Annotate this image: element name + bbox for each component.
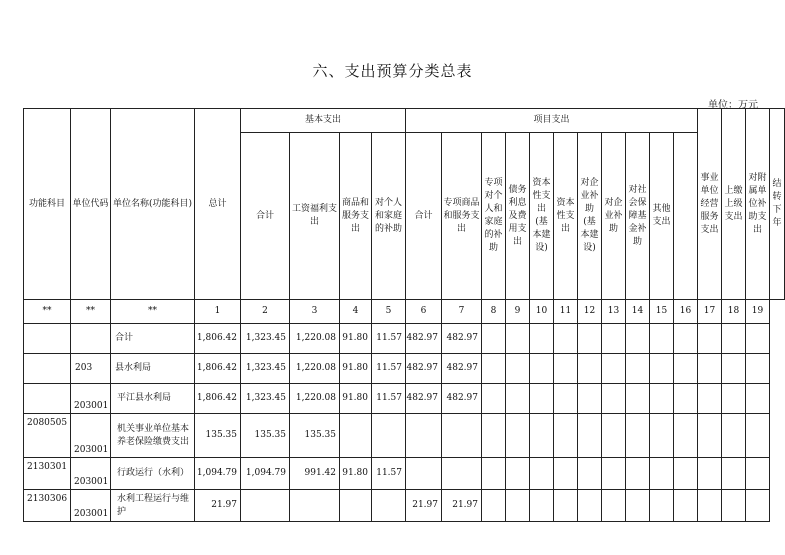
total-cell: 21.97	[195, 490, 241, 522]
empty-cell	[602, 414, 626, 458]
empty-cell	[722, 458, 746, 490]
goods-cell: 91.80	[340, 324, 372, 354]
header-project: 项目支出	[406, 109, 698, 133]
index-cell: 3	[290, 300, 340, 324]
unit-label: 单位：万元	[708, 100, 758, 111]
empty-cell	[506, 384, 530, 414]
goods-cell	[340, 490, 372, 522]
proj-goods-cell	[442, 458, 482, 490]
func-code-cell: 2080505	[24, 414, 71, 458]
personal-cell	[372, 414, 406, 458]
index-cell: 7	[442, 300, 482, 324]
index-row	[24, 300, 785, 324]
empty-cell	[482, 324, 506, 354]
empty-cell	[530, 384, 554, 414]
unit-code-cell: 203	[71, 354, 111, 384]
empty-cell	[530, 354, 554, 384]
unit-code-cell: 203001	[71, 414, 111, 458]
unit-name-cell: 水利工程运行与维护	[111, 490, 195, 522]
basic-total-cell: 1,323.45	[241, 384, 290, 414]
empty-cell	[602, 458, 626, 490]
proj-total-cell: 482.97	[406, 354, 442, 384]
budget-table	[23, 108, 785, 522]
index-cell: 19	[746, 300, 770, 324]
header-other: 其他支出	[650, 133, 674, 300]
empty-cell	[650, 384, 674, 414]
empty-cell	[554, 490, 578, 522]
header-salary: 工资福利支出	[290, 133, 340, 300]
basic-total-cell	[241, 490, 290, 522]
func-code-cell	[24, 354, 71, 384]
empty-cell	[578, 384, 602, 414]
empty-cell	[626, 354, 650, 384]
empty-cell	[650, 354, 674, 384]
empty-cell	[722, 384, 746, 414]
header-proj-total: 合计	[406, 133, 442, 300]
empty-cell	[746, 414, 770, 458]
header-enterprise: 对企业补助	[602, 133, 626, 300]
proj-total-cell: 21.97	[406, 490, 442, 522]
proj-total-cell: 482.97	[406, 384, 442, 414]
goods-cell: 91.80	[340, 354, 372, 384]
personal-cell: 11.57	[372, 384, 406, 414]
index-cell: 15	[650, 300, 674, 324]
index-cell: 10	[530, 300, 554, 324]
basic-total-cell: 1,323.45	[241, 324, 290, 354]
empty-cell	[626, 414, 650, 458]
empty-cell	[626, 490, 650, 522]
empty-cell	[602, 490, 626, 522]
empty-cell	[554, 414, 578, 458]
empty-cell	[746, 458, 770, 490]
func-code-cell	[24, 384, 71, 414]
empty-cell	[746, 324, 770, 354]
header-affiliated: 对附属单位补助支出	[746, 109, 770, 300]
header-personal: 对个人和家庭的补助	[372, 133, 406, 300]
unit-name-cell: 平江县水利局	[111, 384, 195, 414]
empty-cell	[482, 354, 506, 384]
index-cell: 17	[698, 300, 722, 324]
empty-cell	[626, 324, 650, 354]
empty-cell	[698, 354, 722, 384]
empty-cell	[506, 490, 530, 522]
basic-total-cell: 135.35	[241, 414, 290, 458]
empty-cell	[626, 384, 650, 414]
goods-cell	[340, 414, 372, 458]
empty-cell	[746, 354, 770, 384]
empty-cell	[578, 490, 602, 522]
proj-total-cell: 482.97	[406, 324, 442, 354]
empty-cell	[674, 354, 698, 384]
header-enterprise-basic: 对企业补助(基本建设)	[578, 133, 602, 300]
empty-cell	[722, 354, 746, 384]
table-row	[24, 490, 785, 522]
personal-cell: 11.57	[372, 324, 406, 354]
empty-cell	[602, 384, 626, 414]
unit-name-cell: 县水利局	[111, 354, 195, 384]
index-cell: 9	[506, 300, 530, 324]
table-row	[24, 384, 785, 414]
header-func: 功能科目	[24, 109, 71, 300]
empty-cell	[506, 414, 530, 458]
unit-code-cell: 203001	[71, 458, 111, 490]
total-cell: 1,094.79	[195, 458, 241, 490]
basic-total-cell: 1,323.45	[241, 354, 290, 384]
empty-cell	[674, 490, 698, 522]
header-proj-goods: 专项商品和服务支出	[442, 133, 482, 300]
index-cell: 2	[241, 300, 290, 324]
empty-cell	[674, 414, 698, 458]
header-proj-personal: 专项对个人和家庭的补助	[482, 133, 506, 300]
empty-cell	[578, 458, 602, 490]
personal-cell: 11.57	[372, 354, 406, 384]
index-cell: **	[71, 300, 111, 324]
goods-cell: 91.80	[340, 458, 372, 490]
proj-goods-cell: 482.97	[442, 324, 482, 354]
index-cell: **	[24, 300, 71, 324]
proj-goods-cell	[442, 414, 482, 458]
empty-cell	[746, 384, 770, 414]
personal-cell: 11.57	[372, 458, 406, 490]
header-capital: 资本性支出	[554, 133, 578, 300]
index-cell: 14	[626, 300, 650, 324]
empty-cell	[722, 414, 746, 458]
unit-code-cell: 203001	[71, 384, 111, 414]
empty-cell	[482, 490, 506, 522]
unit-name-cell: 合计	[111, 324, 195, 354]
empty-cell	[602, 324, 626, 354]
header-social: 对社会保障基金补助	[626, 133, 650, 300]
salary-cell: 991.42	[290, 458, 340, 490]
header-unit-code: 单位代码	[71, 109, 111, 300]
empty-cell	[698, 458, 722, 490]
total-cell: 1,806.42	[195, 384, 241, 414]
index-cell: 11	[554, 300, 578, 324]
unit-code-cell: 203001	[71, 490, 111, 522]
header-basic: 基本支出	[241, 109, 406, 133]
page-title: 六、支出预算分类总表	[312, 62, 473, 80]
header-business: 事业单位经营服务支出	[698, 109, 722, 300]
index-cell: 18	[722, 300, 746, 324]
proj-total-cell	[406, 414, 442, 458]
proj-goods-cell: 482.97	[442, 354, 482, 384]
empty-cell	[698, 490, 722, 522]
empty-cell	[650, 458, 674, 490]
index-cell: 6	[406, 300, 442, 324]
func-code-cell: 2130301	[24, 458, 71, 490]
empty-cell	[506, 458, 530, 490]
unit-name-cell: 机关事业单位基本养老保险缴费支出	[111, 414, 195, 458]
basic-total-cell: 1,094.79	[241, 458, 290, 490]
empty-cell	[482, 458, 506, 490]
empty-cell	[578, 414, 602, 458]
header-capital-basic: 资本性支出(基本建设)	[530, 133, 554, 300]
index-cell: 13	[602, 300, 626, 324]
header-unit-name: 单位名称(功能科目)	[111, 109, 195, 300]
index-cell: 16	[674, 300, 698, 324]
table-row	[24, 458, 785, 490]
goods-cell: 91.80	[340, 384, 372, 414]
empty-cell	[482, 414, 506, 458]
total-cell: 135.35	[195, 414, 241, 458]
empty-cell	[506, 324, 530, 354]
unit-code-cell	[71, 324, 111, 354]
header-basic-total: 合计	[241, 133, 290, 300]
proj-goods-cell: 482.97	[442, 384, 482, 414]
header-carry: 结转下年	[770, 109, 785, 300]
empty-cell	[650, 490, 674, 522]
empty-cell	[530, 414, 554, 458]
empty-cell	[674, 458, 698, 490]
empty-cell	[674, 384, 698, 414]
index-cell: 8	[482, 300, 506, 324]
total-cell: 1,806.42	[195, 354, 241, 384]
empty-cell	[554, 354, 578, 384]
empty-cell	[626, 458, 650, 490]
salary-cell: 1,220.08	[290, 324, 340, 354]
header-goods: 商品和服务支出	[340, 133, 372, 300]
empty-cell	[554, 384, 578, 414]
empty-cell	[530, 458, 554, 490]
header-total: 总计	[195, 109, 241, 300]
empty-cell	[506, 354, 530, 384]
unit-name-cell: 行政运行（水利）	[111, 458, 195, 490]
func-code-cell	[24, 324, 71, 354]
table-row	[24, 414, 785, 458]
empty-cell	[578, 354, 602, 384]
index-cell: 12	[578, 300, 602, 324]
empty-cell	[722, 324, 746, 354]
empty-cell	[482, 384, 506, 414]
header-upper: 上缴上级支出	[722, 109, 746, 300]
empty-cell	[530, 324, 554, 354]
proj-goods-cell: 21.97	[442, 490, 482, 522]
empty-cell	[674, 324, 698, 354]
total-cell: 1,806.42	[195, 324, 241, 354]
func-code-cell: 2130306	[24, 490, 71, 522]
empty-cell	[722, 490, 746, 522]
empty-cell	[602, 354, 626, 384]
index-cell: **	[111, 300, 195, 324]
header-debt: 债务利息及费用支出	[506, 133, 530, 300]
salary-cell	[290, 490, 340, 522]
empty-cell	[554, 324, 578, 354]
empty-cell	[650, 414, 674, 458]
personal-cell	[372, 490, 406, 522]
salary-cell: 1,220.08	[290, 384, 340, 414]
empty-cell	[698, 324, 722, 354]
empty-cell	[554, 458, 578, 490]
empty-cell	[650, 324, 674, 354]
empty-cell	[698, 414, 722, 458]
index-cell: 5	[372, 300, 406, 324]
empty-cell	[530, 490, 554, 522]
index-cell: 4	[340, 300, 372, 324]
empty-cell	[746, 490, 770, 522]
salary-cell: 135.35	[290, 414, 340, 458]
index-cell: 1	[195, 300, 241, 324]
salary-cell: 1,220.08	[290, 354, 340, 384]
empty-cell	[698, 384, 722, 414]
proj-total-cell	[406, 458, 442, 490]
empty-cell	[578, 324, 602, 354]
table-row	[24, 354, 785, 384]
table-row	[24, 324, 785, 354]
